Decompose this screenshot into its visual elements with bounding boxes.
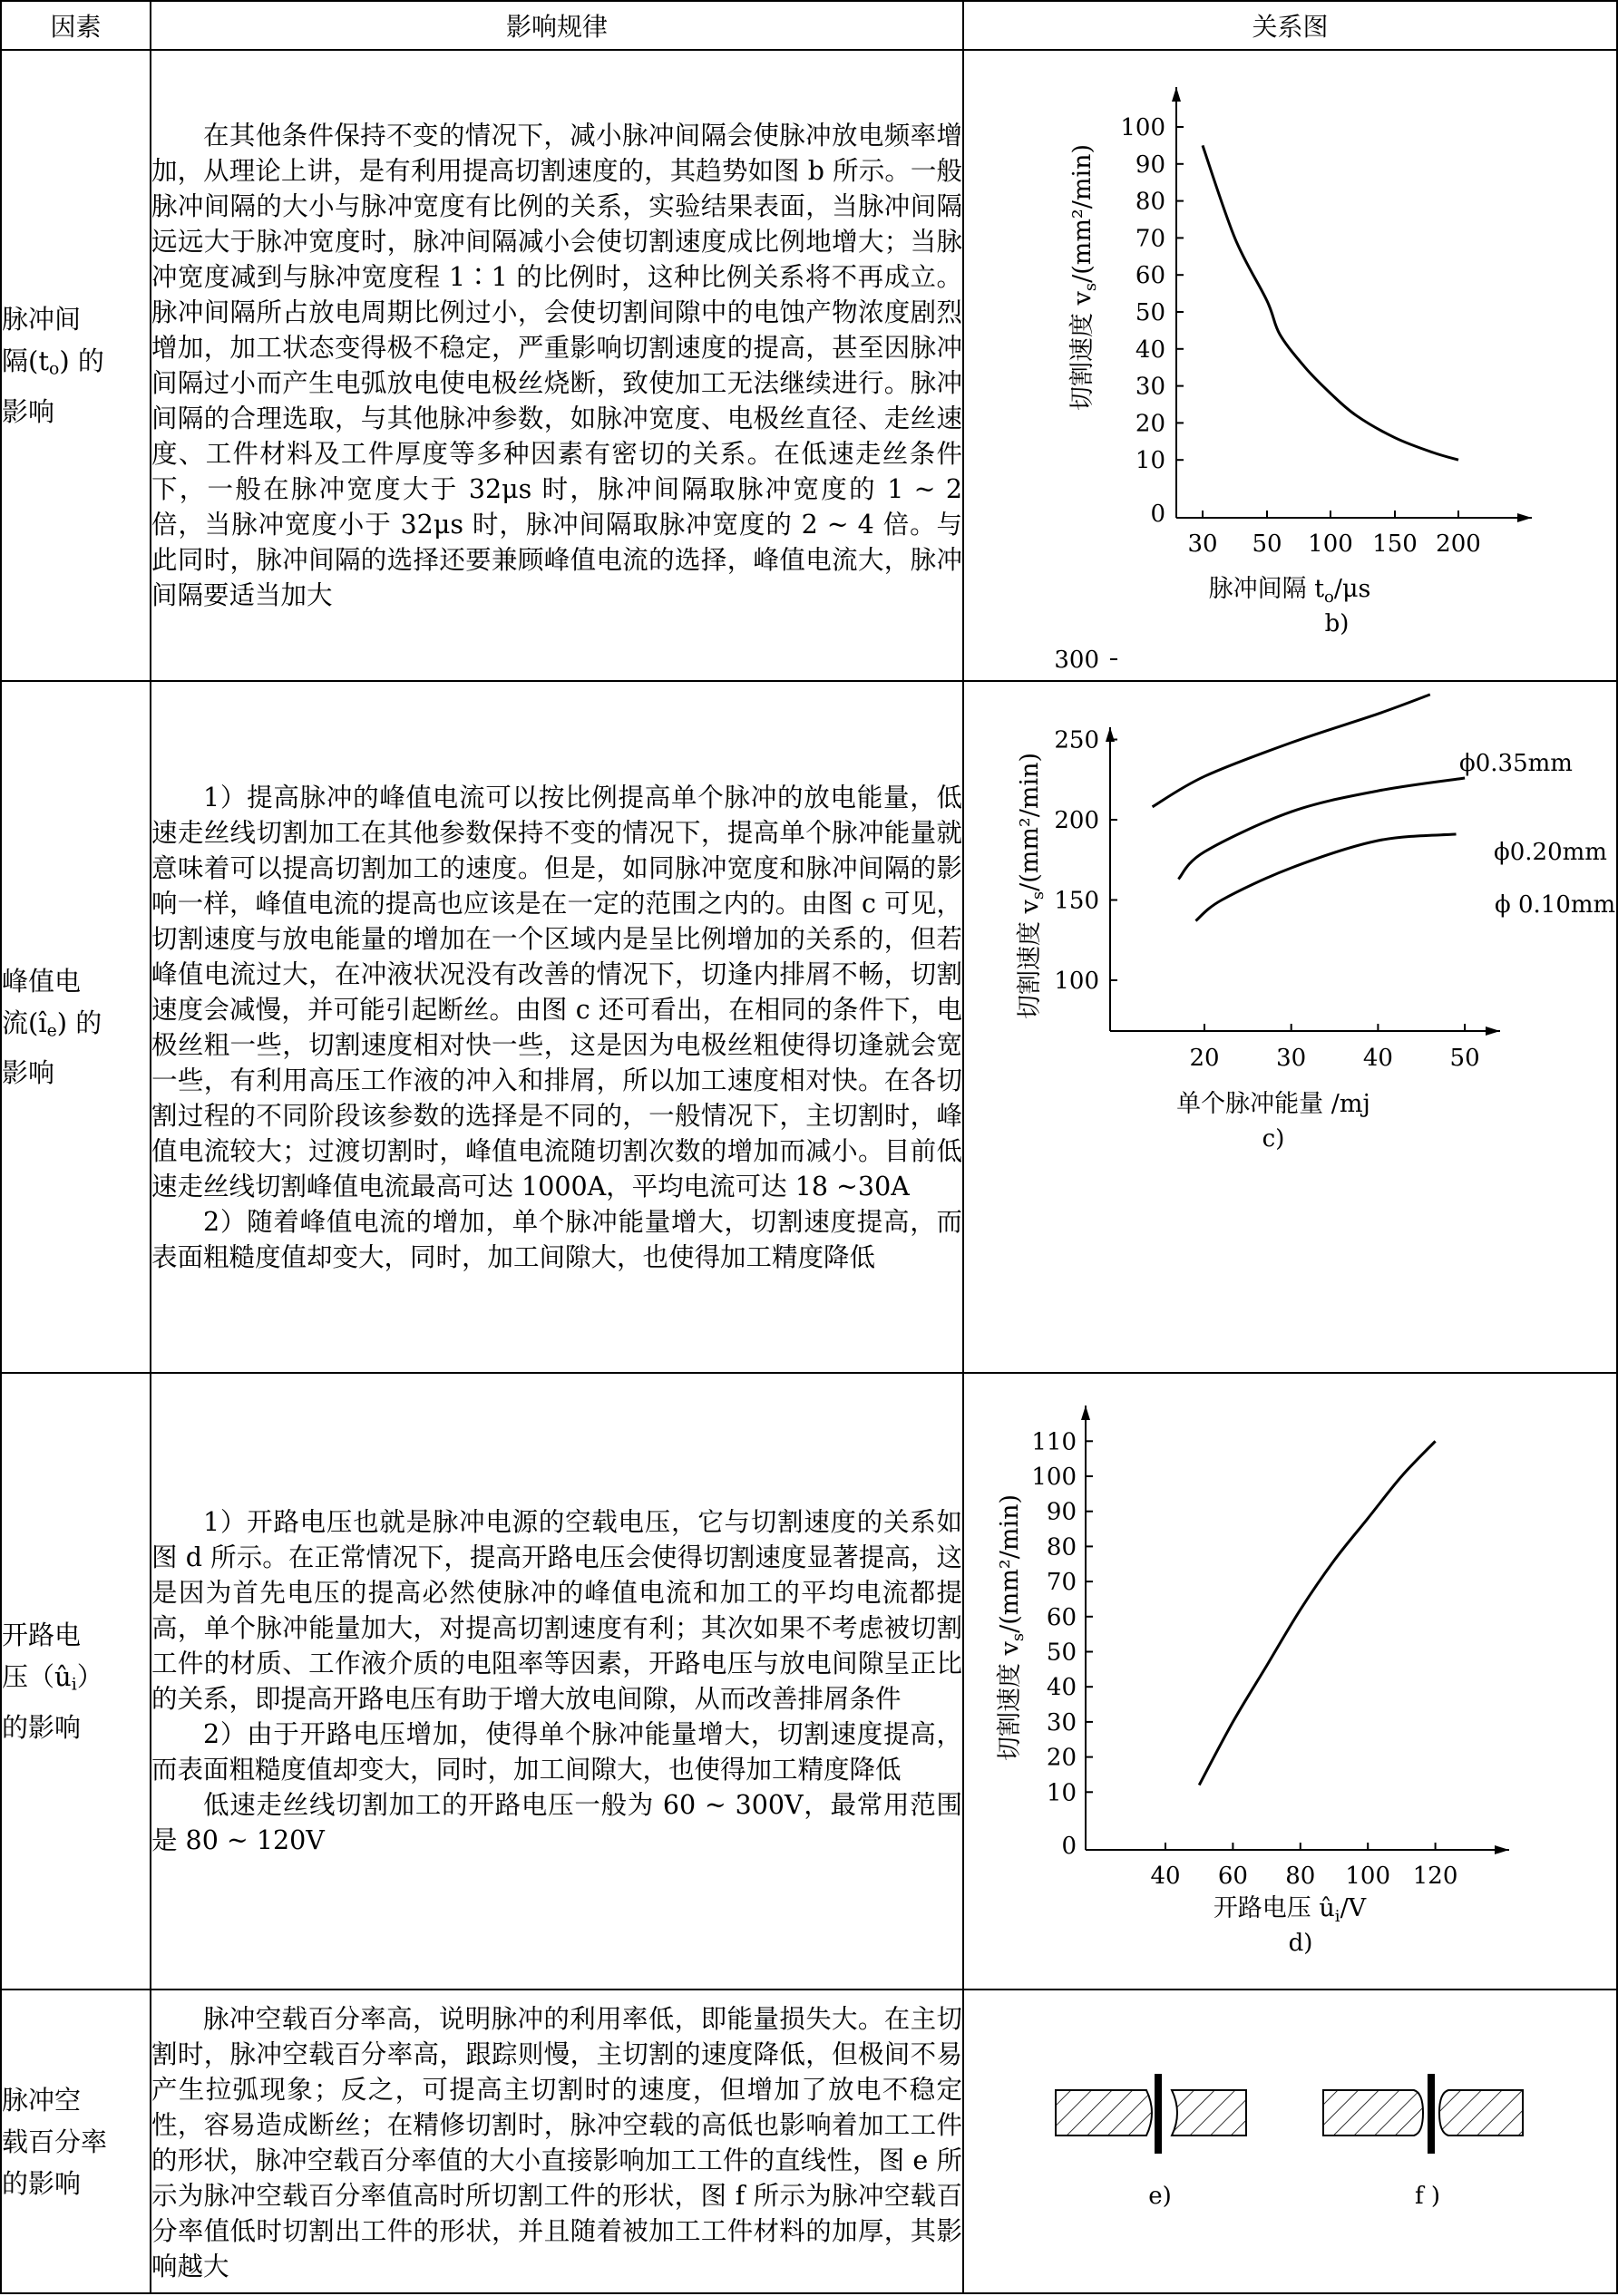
table-row (1, 1373, 1617, 1990)
x-tick-label: 100 (1345, 1863, 1391, 1890)
y-tick-label: 0 (1150, 501, 1165, 528)
table-row (1, 681, 1617, 1373)
series-line (1195, 834, 1456, 921)
x-axis-arrow (1495, 1845, 1509, 1854)
y-tick-label: 100 (1031, 1464, 1077, 1491)
y-tick-label: 40 (1046, 1674, 1077, 1702)
header-row (1, 1, 1617, 50)
x-tick-label: 120 (1412, 1863, 1458, 1890)
paragraph: 1）提高脉冲的峰值电流可以按比例提高单个脉冲的放电能量，低速走丝线切割加工在其他参数保持不变的情况下，提高单个脉冲能量就意味着可以提高切割加工的速度。但是，如同脉冲宽度和脉冲间隔的影响一样，峰值电流的提高也应该是在一定的范围之内的。由图 c 可见，切割速度与放电能量的增加在一个区域内是呈比例增加的关系的，但若峰值电流过大，在冲液状况没有改善的情况下，切逢内排屑不畅，切割速度会减慢，并可能引起断丝。由图 c 还可看出，在相同的条件下，电极丝粗一些，切割速度相对快一些，这是因为电极丝粗使得切逢就会宽一些，有利用高压工作液的冲入和排屑，所以加工速度相对快。在各切割过程的不同阶段该参数的选择是不同的，一般情况下，主切割时，峰值电流较大；过渡切割时，峰值电流随切割次数的增加而减小。目前低速走丝线切割峰值电流最高可达 1000A，平均电流可达 18 ~30A (151, 782, 962, 1202)
x-tick-label: 30 (1276, 1045, 1307, 1072)
header-rule: 影响规律 (151, 1, 963, 50)
x-axis-arrow (1486, 1026, 1500, 1036)
paragraph: 脉冲空载百分率高，说明脉冲的利用率低，即能量损失大。在主切割时，脉冲空载百分率高，跟踪则慢，主切割的速度降低，但极间不易产生拉弧现象；反之，可提高主切割时的速度，但增加了放电不稳定性，容易造成断丝；在精修切割时，脉冲空载的高低也影响着加工工件的形状，脉冲空载百分率值的大小直接影响加工工件的直线性，图 e 所示为脉冲空载百分率值高时所切割工件的形状，图 f 所示为脉冲空载百分率值低时切割出工件的形状，并且随着被加工工件材料的加厚，其影响越大 (151, 2003, 962, 2281)
rule-cell (151, 1373, 963, 1990)
y-tick-label: 200 (1054, 807, 1099, 834)
y-tick-label: 80 (1135, 188, 1165, 216)
series-label: ϕ0.20mm (1494, 839, 1607, 866)
factor-cell (1, 50, 151, 681)
factor-label: 脉冲空 载百分率 的影响 (2, 2084, 108, 2199)
x-axis-label: 开路电压 $û_i/V$ (1213, 1894, 1367, 1926)
x-tick-label: 30 (1187, 530, 1218, 558)
chart-d (965, 1374, 1615, 1985)
y-tick-label: 90 (1046, 1498, 1077, 1526)
x-tick-label: 40 (1362, 1045, 1393, 1072)
rule-cell (151, 1990, 963, 2293)
workpiece-left-e (1056, 2090, 1152, 2135)
paragraph: 1）开路电压也就是脉冲电源的空载电压，它与切割速度的关系如图 d 所示。在正常情况下，提高开路电压会使得切割速度显著提高，这是因为首先电压的提高必然使脉冲的峰值电流和加工的平均电流都提高，单个脉冲能量加大，对提高切割速度有利；其次如果不考虑被切割工件的材质、工作液介质的电阻率等因素，开路电压与放电间隙呈正比的关系，即提高开路电压有助于增大放电间隙，从而改善排屑条件 (151, 1507, 962, 1714)
y-tick-label: 10 (1046, 1779, 1077, 1807)
header-factor: 因素 (1, 1, 151, 50)
x-tick-label: 60 (1217, 1863, 1248, 1890)
y-tick-label: 30 (1135, 373, 1165, 401)
workpiece-right-e (1172, 2090, 1246, 2135)
factor-label: 开路电 压$(û_i)$ 的影响 (2, 1620, 103, 1743)
y-tick-label: 70 (1046, 1569, 1077, 1597)
y-axis-arrow (1172, 87, 1181, 102)
workpiece-right-f (1439, 2090, 1523, 2135)
x-tick-label: 80 (1285, 1863, 1316, 1890)
header-figure: 关系图 (963, 1, 1617, 50)
y-tick-label: 30 (1046, 1708, 1077, 1737)
series-line (1203, 145, 1458, 460)
y-tick-label: 40 (1135, 336, 1165, 364)
factor-cell (1, 1373, 151, 1990)
series-line (1178, 778, 1465, 880)
y-tick-label: 20 (1135, 410, 1165, 438)
y-tick-label: 100 (1120, 114, 1165, 141)
figure-cell (963, 1990, 1617, 2293)
x-tick-label: 20 (1189, 1045, 1220, 1072)
series-label: ϕ0.35mm (1459, 750, 1573, 777)
figure-e (1056, 2074, 1246, 2210)
caption-f: f ) (1414, 2183, 1441, 2210)
series-line (1199, 1441, 1435, 1785)
y-tick-label: 150 (1054, 887, 1099, 915)
y-tick-label: 300 (1054, 647, 1099, 674)
paragraph: 2）由于开路电压增加，使得单个脉冲能量增大，切割速度提高，而表面粗糙度值却变大，同时，加工间隙大，也使得加工精度降低 (151, 1719, 962, 1785)
caption-e: e) (1148, 2183, 1172, 2210)
y-tick-label: 50 (1046, 1639, 1077, 1667)
x-tick-label: 200 (1436, 530, 1481, 558)
x-axis-label: 脉冲间隔 $t_o/\mu s$ (1208, 575, 1371, 607)
workpiece-left-f (1323, 2090, 1423, 2135)
figure-f (1323, 2074, 1523, 2210)
x-axis-label: 单个脉冲能量 /mj (1176, 1090, 1370, 1118)
x-tick-label: 150 (1372, 530, 1418, 558)
figure-cell (963, 50, 1617, 681)
y-axis-label: 切割速度 $v_s/(mm^2/\min)$ (1068, 143, 1100, 412)
table-row (1, 50, 1617, 681)
factor-cell (1, 1990, 151, 2293)
rule-cell (151, 50, 963, 681)
y-tick-label: 70 (1135, 225, 1165, 253)
paragraph: 在其他条件保持不变的情况下，减小脉冲间隔会使脉冲放电频率增加，从理论上讲，是有利用提高切割速度的，其趋势如图 b 所示。一般脉冲间隔的大小与脉冲宽度有比例的关系，实验结果表面，当脉冲间隔远远大于脉冲宽度时，脉冲间隔减小会使切割速度成比例地增大；当脉冲宽度减到与脉冲宽度程 1∶1 的比例时，这种比例关系将不再成立。脉冲间隔所占放电周期比例过小，会使切割间隙中的电蚀产物浓度剧烈增加，加工状态变得极不稳定，严重影响切割速度的提高，甚至因脉冲间隔过小而产生电弧放电使电极丝烧断，致使加工无法继续进行。脉冲间隔的合理选取，与其他脉冲参数，如脉冲宽度、电极丝直径、走丝速度、工件材料及工件厚度等多种因素有密切的关系。在低速走丝条件下，一般在脉冲宽度大于 32μs 时，脉冲间隔取脉冲宽度的 1 ~ 2 倍，当脉冲宽度小于 32μs 时，脉冲间隔取脉冲宽度的 2 ~ 4 倍。与此同时，脉冲间隔的选择还要兼顾峰值电流的选择，峰值电流大，脉冲间隔要适当加大 (151, 121, 962, 610)
electrode-wire-f (1428, 2074, 1435, 2154)
y-tick-label: 60 (1135, 262, 1165, 290)
y-tick-label: 250 (1054, 726, 1099, 754)
figure-cell (963, 1373, 1617, 1990)
workpiece-shapes-figure (965, 1990, 1615, 2289)
rule-cell (151, 681, 963, 1373)
paragraph: 低速走丝线切割加工的开路电压一般为 60 ~ 300V，最常用范围是 80 ~ 120V (151, 1790, 962, 1855)
y-tick-label: 50 (1135, 299, 1165, 326)
table-row (1, 1990, 1617, 2293)
y-tick-label: 60 (1046, 1603, 1077, 1631)
y-tick-label: 0 (1061, 1833, 1077, 1860)
y-tick-label: 10 (1135, 447, 1165, 475)
y-tick-label: 100 (1054, 968, 1099, 995)
y-axis-label: 切割速度 $v_s/(mm^2/\min)$ (1016, 752, 1048, 1020)
x-tick-label: 50 (1252, 530, 1282, 558)
chart-caption: c) (1262, 1125, 1285, 1153)
x-tick-label: 40 (1150, 1863, 1181, 1890)
chart-caption: b) (1324, 610, 1350, 637)
chart-c (965, 647, 1616, 1368)
y-tick-label: 80 (1046, 1533, 1077, 1561)
factor-cell (1, 681, 151, 1373)
y-tick-label: 90 (1135, 151, 1165, 179)
y-axis-label: 切割速度 $v_s/(mm^2/\min)$ (996, 1493, 1028, 1762)
chart-caption: d) (1288, 1930, 1313, 1957)
factor-label: 脉冲间 隔$(t_o)$ 的 影响 (2, 304, 104, 427)
x-axis-arrow (1517, 513, 1532, 522)
figure-cell (963, 647, 1617, 1373)
y-tick-label: 110 (1031, 1428, 1077, 1456)
y-axis-arrow (1081, 1406, 1090, 1420)
electrode-wire-e (1155, 2074, 1162, 2154)
x-tick-label: 100 (1308, 530, 1353, 558)
x-tick-label: 50 (1449, 1045, 1480, 1072)
factor-label: 峰值电 流$(î_e)$ 的 影响 (2, 965, 102, 1089)
series-label: ϕ 0.10mm (1495, 891, 1616, 919)
chart-b (965, 51, 1615, 676)
y-tick-label: 20 (1046, 1744, 1077, 1772)
paragraph: 2）随着峰值电流的增加，单个脉冲能量增大，切割速度提高，而表面粗糙度值却变大，同时，加工间隙大，也使得加工精度降低 (151, 1206, 962, 1272)
